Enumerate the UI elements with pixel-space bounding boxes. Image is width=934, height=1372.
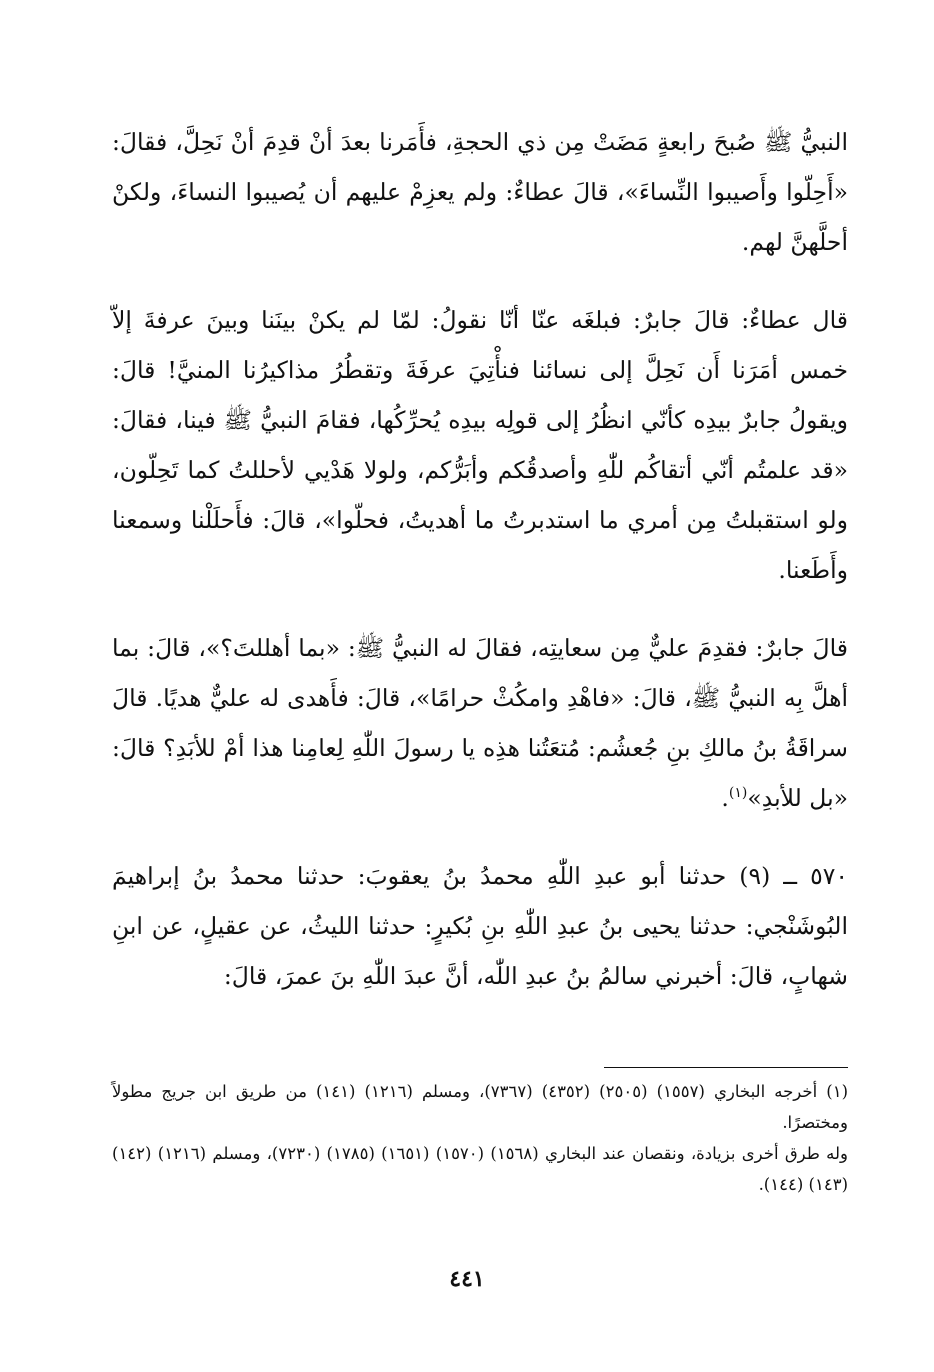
footnotes [112,1076,848,1200]
paragraph-1-text: النبيُّ ﷺ صُبحَ رابعةٍ مَضَتْ مِن ذي الحجةِ، فأَمَرنا بعدَ أنْ قدِمَ أنْ نَحِلَّ، فقالَ: «أَحِلّوا وأَصيبوا النِّساءَ»، قالَ عطاءٌ: ولم يعزِمْ عليهم أن يُصيبوا النساءَ، ولكنْ أحلَّهنَّ لهم. [112,128,848,256]
paragraph-2-text: قال عطاءٌ: قالَ جابرٌ: فبلغَه عنّا أنّا نقولُ: لمّا لم يكنْ بينَنا وبينَ عرفةَ إلاّ خمس أمَرَنا أَن نَحِلَّ إلى نسائنا فنأْتِيَ عرفَةَ وتقطُرُ مذاكيرُنا المنيَّ! قالَ: ويقولُ جابرٌ بيدِه كأنّي انظُرُ إلى قولِه بيدِه يُحرِّكُها، فقامَ النبيُّ ﷺ فينا، فقالَ: «قد علمتُم أنّي أتقاكُم للّٰهِ وأصدقُكم وأبَرُّكم، ولولا هَدْيي لأحللتُ كما تَحِلّون، ولو استقبلتُ مِن أمري ما استدبرتُ ما أهديتُ، فحلّوا»، قالَ: فأَحلَلْنا وسمعنا وأَطَعنا. [112,306,848,584]
paragraph-3-end: . [721,784,729,812]
paragraph-4-text: ٥٧٠ ــ (٩) حدثنا أبو عبدِ اللّٰهِ محمدُ بنُ يعقوبَ: حدثنا محمدُ بنُ إبراهيمَ البُوشَنْجي: حدثنا يحيى بنُ عبدِ اللّٰهِ بنِ بُكيرٍ: حدثنا الليثُ، عن عقيلٍ، عن ابنِ شهابٍ، قالَ: أخبرني سالمُ بنُ عبدِ اللّٰه، أنَّ عبدَ اللّٰهِ بنَ عمرَ، قالَ: [112,862,848,990]
paragraph-1 [112,117,848,267]
paragraph-4 [112,851,848,1001]
footnote-separator [604,1067,848,1068]
paragraph-2 [112,295,848,595]
footnote-2: وله طرق أخرى بزيادة، ونقصان عند البخاري (١٥٦٨) (١٥٧٠) (١٦٥١) (١٧٨٥) (٧٢٣٠)، ومسلم (١٢١٦) (١٤٢) (١٤٣) (١٤٤). [112,1144,848,1194]
footnote-reference[interactable]: (١) [728,785,748,802]
footnote-1: (١) أخرجه البخاري (١٥٥٧) (٢٥٠٥) (٤٣٥٢) (٧٣٦٧)، ومسلم (١٢١٦) (١٤١) من طريق ابن جريج مطولاً ومختصرًا. [112,1082,849,1132]
paragraph-3 [112,623,848,823]
page-number: ٤٤١ [449,1266,485,1292]
paragraph-3-text: قالَ جابرٌ: فقدِمَ عليٌّ مِن سعايتِه، فقالَ له النبيُّ ﷺ: «بما أهللتَ؟»، قالَ: بما أهلَّ بِه النبيُّ ﷺ، قالَ: «فاهْدِ وامكُثْ حرامًا»، قالَ: فأَهدى له عليٌّ هديًا. قالَ سراقَةُ بنُ مالكِ بنِ جُعشُم: مُتعَتُنا هذِه يا رسولَ اللّٰهِ لِعامِنا هذا أمْ للأبَدِ؟ قالَ: «بل للأبدِ» [112,634,848,812]
